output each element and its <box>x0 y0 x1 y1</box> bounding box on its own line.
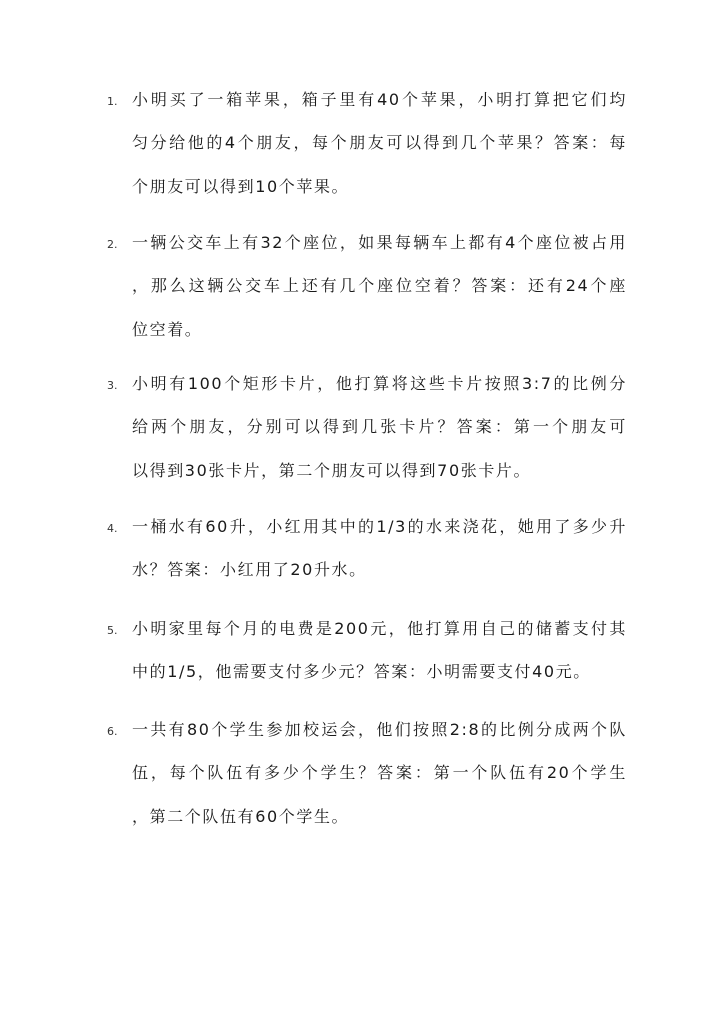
question-text-line: ，第二个队伍有60个学生。 <box>132 807 350 826</box>
question-number: 2. <box>107 238 118 251</box>
question-number: 4. <box>107 522 118 535</box>
question-number: 5. <box>107 624 118 637</box>
question-text-line: ，那么这辆公交车上还有几个座位空着？答案：还有24个座 <box>132 276 627 295</box>
question-text-line: 以得到30张卡片，第二个朋友可以得到70张卡片。 <box>132 461 532 480</box>
question-text-line: 小明有100个矩形卡片，他打算将这些卡片按照3:7的比例分 <box>132 374 627 393</box>
question-text-line: 中的1/5，他需要支付多少元？答案：小明需要支付40元。 <box>132 662 591 681</box>
question-text-line: 小明家里每个月的电费是200元，他打算用自己的储蓄支付其 <box>132 619 627 638</box>
question-text-line: 小明买了一箱苹果，箱子里有40个苹果，小明打算把它们均 <box>132 90 627 109</box>
question-number: 6. <box>107 725 118 738</box>
question-number: 3. <box>107 379 118 392</box>
question-text-line: 匀分给他的4个朋友，每个朋友可以得到几个苹果？答案：每 <box>132 133 627 152</box>
question-text-line: 一辆公交车上有32个座位，如果每辆车上都有4个座位被占用 <box>132 233 627 252</box>
question-text-line: 给两个朋友，分别可以得到几张卡片？答案：第一个朋友可 <box>132 417 627 436</box>
question-text-line: 伍，每个队伍有多少个学生？答案：第一个队伍有20个学生 <box>132 763 627 782</box>
question-text-line: 位空着。 <box>132 320 203 339</box>
question-text-line: 一桶水有60升，小红用其中的1/3的水来浇花，她用了多少升 <box>132 517 627 536</box>
question-text-line: 个朋友可以得到10个苹果。 <box>132 177 350 196</box>
question-text-line: 一共有80个学生参加校运会，他们按照2:8的比例分成两个队 <box>132 720 627 739</box>
question-number: 1. <box>107 95 118 108</box>
question-text-line: 水？答案：小红用了20升水。 <box>132 560 367 579</box>
